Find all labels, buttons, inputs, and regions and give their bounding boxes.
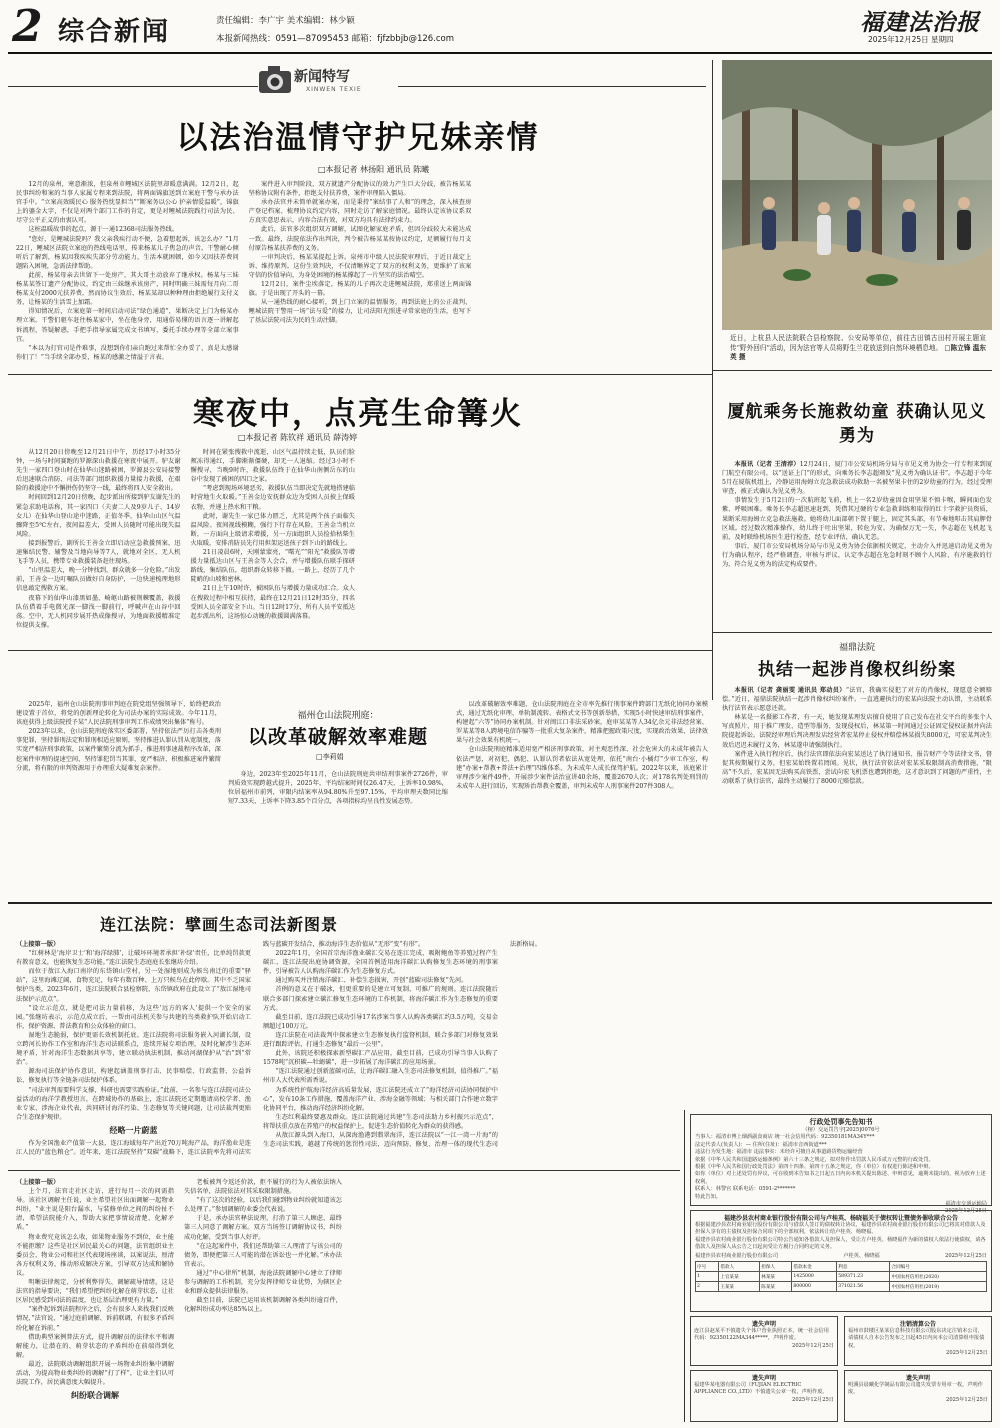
article4-kicker: 福鼎法院 <box>838 643 875 653</box>
section-title: 综合新闻 <box>58 17 171 47</box>
paragraph: 从敖江源头到入海口，从深海渔港到翡翠海洋，连江法院以“一江一湾一片海”的生态司法实践，越越了传统的惩罚性司法，迈向预防、修复、治理一体的现代生态司法新格局。 <box>263 941 541 1149</box>
section-rule <box>8 374 712 375</box>
paragraph: 首例的意义在于破冰，但更重要的是建立可复制、可推广的规则。连江法院随后联合多部门探索建立碳汇修复生态环境的工作机制，将海洋碳汇作为生态修复的重要方式。 <box>263 986 498 1012</box>
notice-text: 福州市鼓楼区某某信息科技有限公司股东决定注销本公司，请债权人自本公告发布之日起45日内向本公司清算组申报债权。 <box>848 1328 985 1349</box>
paragraph: 借助典型案例普法方式，提升调解员的法律水平和调解能力，让潜在的、萌芽状态的矛盾纠纷在前端得到化解。 <box>16 1333 174 1359</box>
table-cell: 2 <box>696 1282 719 1292</box>
section-rule <box>712 370 992 371</box>
masthead-rule <box>8 52 992 54</box>
table-cell: 王某某 <box>719 1282 760 1292</box>
table-header-cell: 借款本金 <box>792 1262 837 1272</box>
lead: （上接第一版） <box>16 1179 60 1186</box>
paragraph: 截至目前，法院已运用该机制调解各类纠纷逾百件，化解纠纷成功率达85%以上。 <box>184 1297 342 1314</box>
column-divider <box>684 1110 685 1422</box>
paragraph: “您好，是鲤城法院吗？我父亲我疾行动不便，急着想起诉，该怎么办？”1月22日，鲤城区法院立案庭的热线电话里，传来杨某儿子焦急的声音。干警耐心倾听后了解到，杨某因我疾疾失部分劳动能力，生活本就困顿，如今又因扶养费问题陷入困境，急需法律帮助。 <box>16 235 239 270</box>
feature-tag-title: 新闻特写 <box>294 69 350 85</box>
notice-date: 2025年12月25日 <box>945 1208 987 1215</box>
article2-title: 寒夜中，点亮生命篝火 <box>193 396 523 432</box>
article4-byline: 本报讯（记者 龚丽雯 通讯员 郑动员） <box>734 687 846 694</box>
paragraph: 连江法院在司法裁判中探索建立生态修复执行监督机制，联合多部门对修复效果进行跟踪评估，打通生态修复“最后一公里”。 <box>263 1031 498 1049</box>
notice-title: 遗失声明 <box>751 1321 776 1328</box>
article5-col1 <box>16 700 221 896</box>
notice-line: 特此告知。 <box>695 1193 721 1200</box>
paragraph: 12月的泉州，寒意渐浓，但泉州市鲤城区法院里却暖意满满。12月2日，起民事纠纷和案的当事人家属专程来到法院，将两面锦旗送到立案庭干警与承办法官手中。“立案高效暖民心 服务热忱显担当”“断案务以公心 护亲情爱温暖”，锦旗上的鎏金大字，不仅是对两个部门工作的肯定，更是对鲤城法院践行司法为民、尽守公平正义的由衷认可。 <box>16 181 239 225</box>
notice-line: 根据《中华人民共和国行政处罚法》第四十四条、第四十五条之规定，你（单位）有权进行陈述和申辩。 <box>695 1164 934 1171</box>
photo-caption-text: 近日，上杭县人民法院联合县检察院、公安局等单位，前往古田镇古田村开展主题宣传“野外回归”活动，因为法官等人员将野生兰花放送到自然环境栖息地。 <box>730 334 986 352</box>
feature-tag-pinyin: XINWEN TEXIE <box>306 86 362 93</box>
article2-body <box>16 448 704 644</box>
table-cell: 林某某 <box>760 1272 792 1282</box>
column-divider <box>712 60 713 700</box>
table-cell: 589371.23 <box>837 1272 890 1282</box>
section-rule <box>8 902 992 904</box>
lost-notice <box>844 1316 992 1366</box>
paragraph: 此外，该院还积极探索新型碳汇产品应用，截至目前，已成功引导当事人认购了1578吨“沉积碳—牡蛎碳”，进一步拓展了海洋碳汇的应用场景。 <box>263 1050 498 1067</box>
paragraph: 本报讯（记者 王清淳）12月24日，厦门市公安局机场分局与市见义勇为协会一行专程来到厦门航空有限公司，以“送证上门”的形式，向乘务长李志超颁发“见义勇为确认证书”。李志超于今年5月在厦航机组上，冷静运用海姆立克急救法成功救助一名被坚果卡住的2岁幼童的行为，经过受理审查，被正式确认为见义勇为。 <box>722 461 993 496</box>
table-header-cell: 序号 <box>696 1262 719 1272</box>
article5-col3 <box>456 700 708 896</box>
article3-byline: 本报讯（记者 王清淳） <box>734 461 800 468</box>
paragraph: “案件起诉到法院程序之后，会有很多人来找我们反映情况，”法官说，“通过庭前调解、诉前联调，有很多矛盾纠纷化解在诉前。” <box>16 1306 174 1332</box>
notice-date: 2025年12月25日 <box>792 1342 834 1349</box>
notice-line: 如你（单位）对上述处罚有异议，可在收到本告知书之日起五日内向本机关提出陈述、申辩意见，逾期未提出的，视为放弃上述权利。 <box>695 1171 986 1185</box>
paragraph: 老板被判令返还价款，拒不履行的行为人被依法纳入失信名单，法院依法对其采取限制措施。 <box>184 1179 342 1196</box>
notice-parties <box>695 1253 987 1260</box>
paragraph: 最近，法院联动调解组织开展一场物业纠纷集中调解活动，为提高物业类纠纷的调解“打了样”，让业主们认可法院工作，居民满意度大幅提升。 <box>16 1360 174 1387</box>
article7-body <box>16 1178 678 1422</box>
table-row <box>696 1282 987 1292</box>
paragraph: 从12月20日傍晚至12月21日中午，历经17小时35分钟，一场与时间赛跑的罗源深山救援在寒夜中展开。驴友谢先生一家四口登山时在仙华山迷路被困，罗源县公安局接警后迅速联合消防、司法等部门组织救援力量接力救援，在艰险的救援途中不懈拼伤仍坚守一线，最终将四人安全救出。 <box>16 449 181 493</box>
section-rule <box>8 650 712 651</box>
subheading: 经略一片蔚蓝 <box>109 1125 158 1135</box>
lost-notice <box>690 1316 838 1366</box>
photo-caption <box>730 334 986 363</box>
article3-title <box>722 400 992 448</box>
notice-date: 2025年12月25日 <box>945 1252 987 1259</box>
paragraph: 2023年以来，仓山法院刑庭落实区委部署，坚持依法严厉打击各类刑事犯罪，坚持罪刑法定和罪刑相适应原则，坚持推进认罪认罚从宽制度，落实宽严相济刑事政策，以案件繁简分流为抓手，推进刑事速裁程序改革，深挖案件审理的提速空间，坚持罪犯罚当其罪、宽严相济，积极推进案件繁简分流，将有限的审判资源用于办理重大疑难复杂案件。 <box>16 728 221 772</box>
paper-name: 福建法治报 <box>860 9 980 36</box>
article3-title-text: 厦航乘务长施救幼童 获确认见义勇为 <box>727 402 987 446</box>
article1-title: 以法治温情守护兄妹亲情 <box>176 120 540 156</box>
paragraph: “设立示范点，就是把司法力量前移，为这些‘远方的客人’提供一个安全的家园。”张继坊表示，示范点成立后，一帮由司法机关参与共建的鸟类救护队开始启动工作，保护资源、普法教育和公众体验的窗口。 <box>16 1004 251 1030</box>
paragraph: “考虑到现场环境恶劣，救援队伍当即决定先就地搭建临时营地生火取暖。”王善金边安抚群众边为受困人员披上保暖衣物，并递上热水和干粮。 <box>190 485 355 511</box>
notice-line: 当事人：福清市博上烟酒副食商店 统一社会信用代码：92350181MA34Y*** <box>695 1134 875 1141</box>
masthead <box>0 0 1000 60</box>
paragraph: 一审判决后，杨某某提起上诉。泉州市中级人民法院审理后，于近日裁定上诉、维持原判。这份生效判决，不仅清晰界定了双方的权利义务，更维护了该案守信的价值导向，为身处困境的杨某撑起了一片坚实的法治晴空。 <box>248 253 472 279</box>
paragraph: 于是，承办法官释法说理，打消了第三人顾虑，最终第三人同意了调解方案。双方当场签订调解协议书，纠纷成功化解，受到当事人好评。 <box>184 1215 342 1241</box>
notice-title: 遗失声明 <box>751 1375 776 1382</box>
paragraph: 而位于敖江入海口南岸的东岱镇山堂村，另一处湿地则成为候鸟南迁的重要“驿站”，这里海滩辽阔，食物充足，每年有数百种、上万只候鸟在此停歇。其中不乏国家保护鸟类，2023年6月，连江法院联合县检察院、东岱镇政府在此设立了“敖江湿地司法保护示范点”。 <box>16 968 251 1003</box>
notice-text: 明溪县晨曦化学制品有限公司遗失发票专用章一枚，声明作废。 <box>848 1382 983 1396</box>
notice-text: 连江县赵某平不慎遗失个体户营业执照正本，统一社会信用代码：92350122MA344*****，声明作废。 <box>694 1328 829 1342</box>
paragraph: 身边，2023年至2025年11月，仓山法院刑庭共审结刑事案件2726件，审判质效实现跨越式提升，2025年，平均结案时间仅26.47天，上诉率10.98%，位居福州市前列，审限内结案率从94.80%升至97.15%，平均审理天数同比缩短7.33天，上诉率下降3.85个百分点，各项指标均呈良性发展态势。 <box>228 771 448 806</box>
paragraph: “红树林是‘海岸卫士’和‘海洋绿肺’，让破坏环境者承担‘补绿’责任，比单纯罚款更有教育意义，也能恢复生态功能。”连江法院生态庭庭长张继坊介绍。 <box>16 950 251 967</box>
paragraph: 物业费究竟该怎么收，如果物业服务不到位，业主能不能拒缴？这些是社区居民最关心的问题，法官组织业主委员会、物业公司和社区代表现场座谈，以案说法，厘清各方权利义务，推动形成解决方案，引导双方达成和解协议。 <box>16 1233 174 1277</box>
notice-date: 2025年12月25日 <box>792 1396 834 1403</box>
paragraph: 通过购买并注销海洋碳汇、补偿生态损害，开创“蓝碳司法修复”先河。 <box>275 977 468 985</box>
auction-notice <box>690 1210 992 1312</box>
notice-date: 2025年12月25日 <box>946 1396 988 1403</box>
notice-title: 福建沙县农村商业银行股份有限公司与卢桂英、杨晓福关于债权转让暨债务催收联合公告 <box>723 1215 958 1222</box>
paragraph: 湿地生态脆弱，保护更需长效机制托底。连江法院将司法服务嵌入河湖长制，设立跨河长协作工作室和海洋生态司法联系点，连续开展专项治理，及时化解涉生态环境矛盾，针对海洋生态数据共享等，建立联动执法机制，推动河湖保护从“治”到“常治”。 <box>16 1031 251 1067</box>
article1-body <box>16 180 704 368</box>
paragraph: 明晰法律规定、分析利弊得失、调解疏导情绪，这是法官的指导要诀，“我们希望把纠纷化解在萌芽状态，让社区居民感受到司法的温度，也让基层治理更有力量。” <box>16 1279 174 1305</box>
paragraph: 2022年1月，全国首宗海洋渔业碳汇交易在连江完成，吸附鲍鱼等养殖过程产生碳汇，连江法院出庭协调资源，全国首例适用海洋碳汇认购修复生态环境的刑事案件，引导被告人认购海洋碳汇作为生态修复方式。 <box>263 950 498 976</box>
news-photo <box>722 60 992 330</box>
paragraph: 案件进入执行程序后，执行法官即依法向宏某送达了执行通知书、报告财产令等法律文书，督促其按期履行义务，但宏某始终置若罔闻。见状，执行法官依法对宏某采取限制高消费措施，“限高”不久后，宏某因无法购买高铁票，尝试向宏飞机票也遭到拒绝，这才意识到了问题的严重性，主动联系了执行法官，最终主动履行了8000元赔偿款。 <box>722 750 992 785</box>
feature-rule <box>8 86 258 87</box>
paragraph: 此时，谢先生一家已体力匮乏，尤其是两个孩子面临失温风险。夜间视线模糊，强行下行存在风险，王善金当机立断，一方面向上级请求增援，另一方面组织人员捡拾枯柴生火取暖，安排消防员先行用担架运送孩子到下山的路线上。 <box>190 512 355 547</box>
table-cell: 上官某某 <box>719 1272 760 1282</box>
table-cell: 1425000 <box>792 1272 837 1282</box>
article4-title: 执结一起涉肖像权纠纷案 <box>758 660 956 680</box>
notice-line: 根据福建沙县农村商业银行股份有限公司与借款人签订的债权转让协议，福建沙县农村商业银行股份有限公司已将其对借款人及担保人享有的主债权及担保合同项下的全部权利，依法转让给卢桂英、杨晓福。 <box>695 1222 986 1236</box>
paragraph: 从一通热线的耐心接听，到上门立案的温情服务，再到法庭上的公正裁判，鲤城法院干警用一场“法与爱”的接力，让司法阳光照进寻常家庭的生活，也写下了基层法院司法为民的生动注脚。 <box>248 299 472 325</box>
notice-line: 福建沙县农村商业银行股份有限公司特公告通知各借款人及担保人，受让方卢桂英、杨晓福作为新的债权人依法行使债权，请各借款人及担保人从公告之日起向受让方履行合同约定的义务。 <box>695 1236 986 1251</box>
paragraph: 接到报警后，副所长王善金立即启动应急救援预案，迅速集结民警、辅警及当地向导等7人，就地对全区、无人机飞手等人员，携带专业救援装备赶往现场。 <box>16 539 181 566</box>
paragraph: 时间回到12月20日傍晚，起步派出所接到驴友谢先生的紧急求助电话称，其一家四口（夫妻二人及9岁儿子、14岁女儿）在仙华山登山途中迷路，正值冬季，仙华山山区气温骤降至5℃左右，夜间温差大，受困人员随时可能出现失温风险。 <box>16 494 181 538</box>
notice-title: 行政处罚事先告知书 <box>809 1118 873 1126</box>
paragraph: 源海司法保护协作意识，构建起涵盖刑事打击、民事赔偿、行政监督、公益诉讼、修复执行等全链条司法保护体系。 <box>16 1068 251 1085</box>
paragraph: 得知情况后，立案庭第一时间启动司法“绿色通道”，果断决定上门为杨某办理立案。干警们驱车赶往杨某家中，坐在他身旁，用通俗易懂的语言逐一讲解起诉流程、答疑解惑，手把手指导家属完成文书填写，委托手续办理等全部立案事宜。 <box>16 308 239 343</box>
notice-line: 联系人：林警官 联系电话：0591-2******* <box>695 1186 796 1193</box>
paragraph: 21日凌晨6时，天刚蒙蒙亮，“曙光”“阳光”救援队等增援力量抵达山区与王善金等人会合，并与增援队伍联手探研路线，集结队伍，组织群众转移下撤。一路上，经历了几个陡峭的山坡和密林。 <box>190 549 355 584</box>
paragraph: “司法审判需要科学支撑，科研也需要实践验证。”此前，一名参与连江法院司法公益活动的海洋学教授坦言，在跨域协作的基础上，连江法院还定期邀请高校学者、渔业专家、涉海企业代表，共同研讨海洋污染、生态修复等关键问题，让司法裁判更贴合生态保护规律。 <box>16 1086 251 1121</box>
paragraph: 本报讯（记者 龚丽雯 通讯员 郑动员）“法官，我确实侵犯了对方的肖像权，现愿意全额赔偿。”近日，福鼎法院执结一起涉肖像权纠纷案件。一直逃避执行的宏某向法院主动认错，主动联系执行法官表示愿意还款。 <box>722 687 992 713</box>
lost-notice <box>844 1370 992 1422</box>
notice-party-right: 卢桂英、杨晓福 <box>843 1252 880 1259</box>
notice-line: 违法行为发生地：福清市 违法事实：未经许可擅自从事道路货物运输经营 <box>695 1149 863 1156</box>
notice-signoff: 福清市交通运输局 <box>945 1201 987 1208</box>
paragraph: 上个月，法官走社区走访，进行每月一次的问需指导。该社区调解主任说，业主希望社区出面调解一起物业纠纷，“业主说是阳台漏水，与装修单位之间的纠纷扯不清，希望法院能介入，帮助大家把事情说清楚、化解矛盾。” <box>16 1188 174 1232</box>
paragraph: “连江法院通过创新蓝碳司法，让海洋碳汇融入生态司法修复机制，值得推广。”福州市人大代表所需香说。 <box>263 1068 498 1085</box>
lost-notice <box>690 1370 838 1422</box>
notice-title: 注销清算公告 <box>899 1321 936 1328</box>
paragraph: 截至目前，连江法院已成功引导17名涉案当事人认购各类碳汇约3.5万吨，交易金额超过100万元。 <box>263 1013 498 1030</box>
article3-body <box>722 460 992 628</box>
penalty-notice <box>690 1114 992 1215</box>
table-cell: 1 <box>696 1272 719 1282</box>
paragraph: 以改革破解效率难题，仓山法院刑庭在全市率先推行刑事案件跨部门无纸化协同办案模式，通过无纸化审理、单轨制流转、表格式文书等创新举措，实现5小时快速审结刑事案件，构建起“六等”协同办案机制。针对闽江口非法采砂案，庭审某某等人34亿余元非法经营案、罗某某等8人跨境电信诈骗等一批重大复杂案件，精准把握政策尺度，实现政治效果、法律效果与社会效果有机统一。 <box>456 701 708 745</box>
table-cell: 陈某某 <box>760 1282 792 1292</box>
paragraph: 生态红利最终要惠及群众。连江法院通过共建“生态司法助力乡村振兴示范点”，将帮扶重点放在养殖户的权益保护上，促进生态价值转化为群众的获得感。 <box>263 1113 498 1130</box>
paragraph: 林某是一名摄影工作者，有一天，她发现某理发店擅自使用了自己发布在社交平台的多张个人写真照片，用于推广理发、造型等服务，发现侵权后，林某第一时间通过公证固定侵权证据并向法院提起诉讼。法院经审理后判决理发店经营者宏某停止侵权并赔偿林某损失8000元，可宏某判决生效后迟迟未履行义务，林某遂申请强制执行。 <box>722 714 992 749</box>
paragraph: 2025年，福州仓山法院刑事审判庭在院党组坚强领导下，始终把政治建设置于首位，将党的创新理论转化为司法办案的实际成效。今年11月，该庭获得上级法院授予某“人民法院刑事审判工作成绩突出集体”称号。 <box>16 701 221 727</box>
notice-party-left: 福建沙县农村商业银行股份有限公司 <box>695 1252 779 1259</box>
section-rule <box>712 632 992 633</box>
table-header-cell: 利息 <box>837 1262 890 1272</box>
paragraph: 作为全国渔业产值第一大县，连江海域每年产出近70万吨海产品，海洋渔业是连江人民的“蓝色粮仓”。近年来，连江法院坚持“双碳”战略下，连江法院率先将司法实践与蓝碳开发结合，推动海洋生态价值从“无形”变“有形”。 <box>16 941 425 1157</box>
feature-rule-2 <box>398 86 706 87</box>
notice-table <box>695 1261 987 1292</box>
article6-title: 连江法院：擘画生态司法新图景 <box>100 915 339 934</box>
paragraph: 案件进入审判阶段，双方就遗产分配协议的效力产生巨大分歧，被告杨某某坚称协议附有条件，拒绝支付扶养费，案件审理陷入僵局。 <box>248 181 472 198</box>
article5-title: 以改革破解效率难题 <box>247 726 428 748</box>
paragraph: “本以为打官司是件难事，没想到你们亲自跑过来帮忙全办妥了，真是太感谢你们了！”当手续全部办妥，杨某的感激之情溢于言表。 <box>16 344 239 361</box>
paragraph: “在这起案件中，我们还帮助第三人理清了与该公司的债务，即便把第三人可能的潜在诉讼也一并化解。”承办法官表示。 <box>184 1242 342 1268</box>
table-cell: 中国农村信用社(2020) <box>890 1272 987 1282</box>
paragraph: 此后，法官多次组织双方调解，试图化解家庭矛盾，但因分歧较大未能达成一致。最终，法院依法作出判决，判令被告杨某某按协议约定，足额履行每月支付原告杨某扶养费的义务。 <box>248 226 472 252</box>
table-row <box>696 1272 987 1282</box>
paragraph: 事情发生于5月2日的一次航班起飞前，机上一名2岁幼童因食用坚果不慎卡喉，瞬间面色发紫、呼吸困难。乘务长李志超迅速赶到，凭借其过硬的专业急救训练和取得的红十字救护员资质，果断采用海姆立克急救法施救。她将幼儿面部朝下置于腿上，固定其头部，有节奏地叩击其肩胛骨区域。经过数次精准操作，幼儿终于吐出坚果，转危为安。为确保万无一失，李志超在飞机起飞前，及时联络机场医生进行检查，经专业评估，确认无恙。 <box>722 497 992 541</box>
article5-col2 <box>228 770 448 896</box>
notice-line: 依据《中华人民共和国道路运输条例》第六十三条之规定，拟对你作出罚款人民币贰万元整的行政处罚。 <box>695 1156 934 1163</box>
photo-illustration <box>722 60 992 330</box>
table-cell: 800000 <box>792 1282 837 1292</box>
feature-tag <box>256 60 396 104</box>
paragraph: 事后，厦门市公安局机场分局与市见义勇为协会依据相关规定，主动介入并迅速启动见义勇为行为确认程序，经严格调查、审核与评议，认定李志超在危急时刻不顾个人风险、有序施救的行为，符合见义勇为的法定构成要件。 <box>722 542 992 569</box>
editor-line: 责任编辑：李广宇 美术编辑：林少颖 <box>216 16 355 26</box>
paragraph: 这桩温暖故事的起点，源于一通12368司法服务热线。 <box>28 226 179 234</box>
page-number: 2 <box>12 1 43 52</box>
notice-number: （榕）交运罚告字[2025]0076号 <box>802 1127 880 1133</box>
table-header-cell: 借款人 <box>719 1262 760 1272</box>
article5-byline: □李莉娟 <box>316 753 344 761</box>
date-line: 2025年12月25日 星期四 <box>868 35 954 44</box>
paragraph: 21日上午10时许，被困队伍与增援力量成功汇合。众人在搜救过程中相互扶持，最终在12月21日12时35分，四名受困人员全部安全下山。当日12时17分，所有人员平安抵达起步派出所，这场惊心动魄的救援圆满落幕。 <box>190 585 355 620</box>
table-header-cell: 合同编号 <box>890 1262 987 1272</box>
paragraph: 此前，杨某母亲去世留下一处房产，其大哥主动放弃了继承权。杨某与三妹杨某某签订遗产分配协议，约定由三妹继承该房产，同时明确三妹需每月向二哥杨某支付2000元扶养费，然而协议生效后，杨某某却以种种理由拒绝履行支付义务，让杨某的生活雪上加霜。 <box>16 271 239 307</box>
article1-byline: □本报记者 林扬阳 通讯员 陈曦 <box>318 165 430 174</box>
camera-icon <box>256 62 296 98</box>
photo-credit: □陈立锋 温东英 摄 <box>730 343 986 361</box>
notice-date: 2025年12月25日 <box>946 1350 988 1357</box>
hotline: 本报新闻热线：0591—87095453 邮箱：fjfzbbjb@126.com <box>216 34 455 44</box>
paragraph: 12月2日，案件尘埃落定，杨某的儿子再次走进鲤城法院，郑重送上两面锦旗。于是出现了开头的一幕。 <box>248 281 472 298</box>
lead: （上接第一版） <box>16 941 60 948</box>
paragraph: “山里温差大，晚一分钟找到，群众就多一分危险。”出发前，王善金一边叮嘱队员做好自身防护，一边快速梳理地形信息敲定搜救方案。 <box>16 567 181 593</box>
table-header-cell: 担保人 <box>760 1262 792 1272</box>
paragraph: 仓山法院刑庭精准适用宽严相济刑事政策，对主观恶性深、社会危害大的未成年被告人依法严惩，对初犯、偶犯、认罪认罚者依法从宽处理，依托“南台·小橘灯”少审工作室，构建“办案+帮教+普法+治理”四维体系，为未成年人成长保驾护航。2022年以来，该庭累计审理涉少案件49件，开展涉少案件法治宣讲40余场，覆盖2670人次；对178名判处刑罚的未成年人进行回访，实现矫治帮教全覆盖，审判未成年人刑事案件207件308人。 <box>456 746 708 790</box>
article2-byline: □本报记者 陈钦祥 通讯员 薛涛婷 <box>238 433 358 442</box>
article5-kicker: 福州仓山法院刑庭： <box>297 711 379 721</box>
table-cell: 371021.56 <box>837 1282 890 1292</box>
paragraph: 为系统性护航海洋经济高质量发展，连江法院还成立了“海洋经济司法协同保护中心”，发布10条工作措施，覆盖海洋产业、涉海金融等领域；与相关部门合作建立数字化协同平台，推动海洋经济纠纷化解。 <box>263 1086 498 1112</box>
article4-body <box>722 686 992 898</box>
paragraph: “有了这次的经验，以后我们碰到物业纠纷就知道该怎么处理了。”参加调解的业委会代表说。 <box>184 1197 342 1214</box>
paragraph: 通过“中心律所”机制，海沧法院调解中心建立了律师参与调解的工作机制，充分发挥律师专业优势，为辖区企业和群众提供法律服务。 <box>184 1269 342 1296</box>
paragraph: 夜幕下的仙华山漆黑如墨，崎岖山路被荆棘覆盖，救援队伍借着手电微光深一脚浅一脚前行，呼喊声在山谷中回荡。空中，无人机同步展开热成像搜寻，为地面救援精准定位提供支撑。 <box>16 594 181 629</box>
section-rule <box>8 1170 680 1171</box>
notice-line: 法定代表人(负责人)：— 住所(住址)：福清市音西街道*** <box>695 1141 827 1148</box>
notice-title: 遗失声明 <box>905 1375 930 1382</box>
paragraph: 承办法官并未简单就案办案，而是秉持“案结事了人和”的理念，深入核查房产登记档案、梳理协议约定内容，同时走访了解家庭情况。最终认定该协议系双方真实意思表示，内容合法有效，对双方均具有法律约束力。 <box>248 199 472 225</box>
table-header-row <box>696 1262 987 1272</box>
subheading: 纠纷联合调解 <box>71 1391 119 1401</box>
paragraph: 时间在紧张搜救中流逝，山区气温持续走低，队员们脸颊冻得通红，手脚渐渐僵硬，却无一人退缩。经过3小时不懈搜寻，当晚9时许，救援队伍终于在仙华山南侧岳东的山谷中发现了被困的四口之家。 <box>190 449 355 484</box>
table-cell: 中国农村信用社(2019) <box>890 1282 987 1292</box>
notice-text: 福建华某电器有限公司（FUJIAN ELECTRIC APPLIANCE CO.,LTD）不慎遗失公章一枚，声明作废。 <box>694 1382 828 1396</box>
